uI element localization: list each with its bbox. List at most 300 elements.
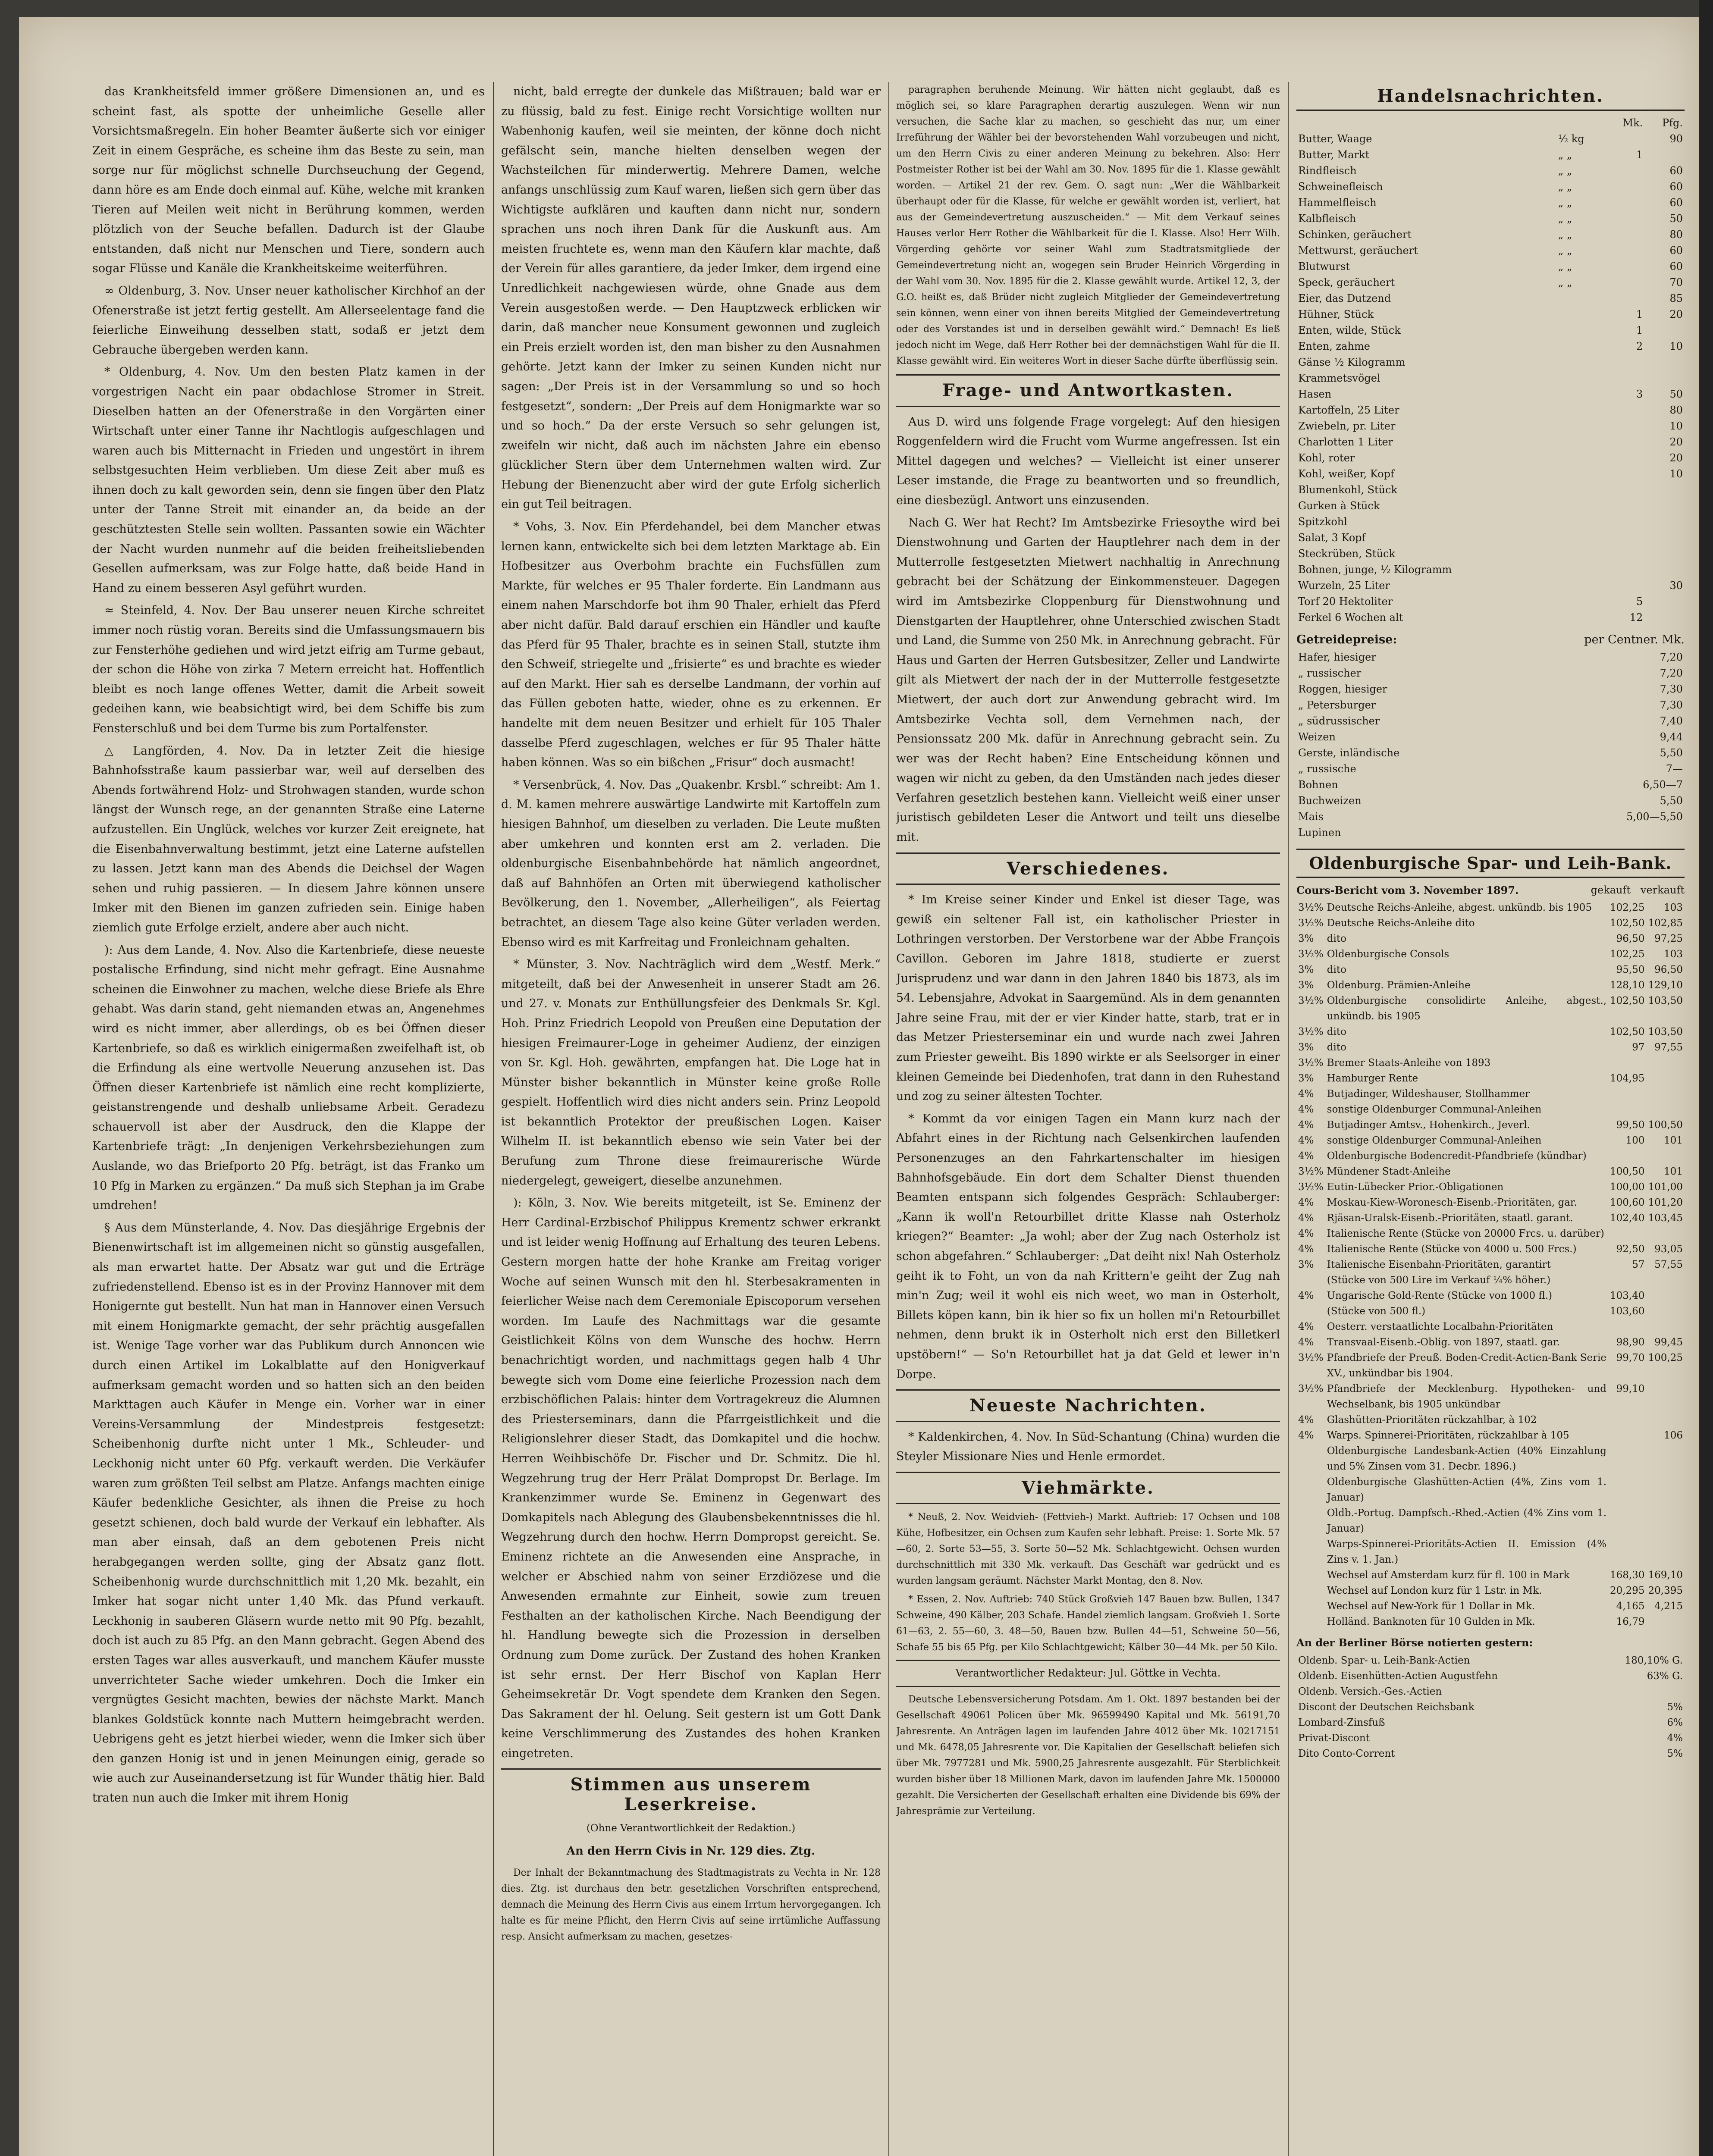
bank-row-cell [1647, 1474, 1685, 1505]
bank-row-cell: 3½% [1298, 995, 1324, 1007]
grain-row [1296, 681, 1685, 697]
editor-line: Verantwortlicher Redakteur: Jul. Göttke in Vechta. [896, 1660, 1280, 1687]
bank-row-cell: 4% [1298, 1430, 1314, 1442]
trade-row-cell [1606, 163, 1645, 179]
bank-row-cell: (Stücke von 500 Lire im Verkauf ¼% höher.) [1327, 1275, 1551, 1286]
bank-row-cell: 92,50 [1616, 1244, 1645, 1255]
bank-row-cell [1608, 1102, 1646, 1117]
article-text: das Krankheitsfeld immer größere Dimensionen an, und es scheint fast, als spotte der unheimliche Geselle aller Vorsichtsmaßregeln. Ein hoher Beamter äußerte sich vor einiger Zeit in einem Gespräche, es scheine ihm das Beste zu sein, man sorge nur für möglichst schnelle Durchseuchung der Gegend, dann höre es am Ende doch einmal auf. Kühe, welche mit kranken Tieren auf Meilen weit nicht in Berührung kommen, werden plötzlich von der Seuche befallen. Dadurch ist der Glaube entstanden, daß nicht nur Menschen und Tiere, sondern auch sogar Flüsse und Kanäle die Krankheitskeime weiterführen. [92, 85, 485, 276]
bank-row-cell: 169,10 [1648, 1570, 1683, 1581]
bank-row-cell [1647, 1226, 1685, 1241]
bank-row-cell [1647, 1412, 1685, 1428]
section-heading: Viehmärkte. [1022, 1477, 1155, 1498]
bank-row-cell: 4% [1298, 1197, 1314, 1209]
bank-row [1296, 993, 1685, 1024]
trade-row-cell: Hasen [1298, 388, 1332, 400]
trade-row-cell [1556, 418, 1606, 434]
bank-row-cell [1647, 1102, 1685, 1117]
trade-row [1296, 498, 1685, 514]
bank-row-cell [1608, 1226, 1646, 1241]
grain-row-cell: 9,44 [1660, 731, 1683, 743]
section-rule [896, 884, 1280, 885]
bank-row-cell: 3½% [1298, 1352, 1324, 1364]
bank-row-cell: 103,60 [1610, 1306, 1645, 1317]
bank-row-cell: Mündener Stadt-Anleihe [1327, 1166, 1451, 1178]
trade-row-cell: Zwiebeln, pr. Liter [1298, 420, 1396, 432]
trade-row [1296, 370, 1685, 386]
bank-row-cell: Hamburger Rente [1327, 1073, 1418, 1084]
bank-row-cell: Oldenburgische Bodencredit-Pfandbriefe (kündbar) [1327, 1150, 1587, 1162]
bank-row-cell: 100 [1625, 1135, 1645, 1147]
grain-row [1296, 713, 1685, 729]
bank-row-cell: 102,85 [1648, 918, 1683, 929]
berlin-row-cell: 180,10% G. [1625, 1655, 1683, 1666]
bank-row-cell: Butjadinger, Wildeshauser, Stollhammer [1327, 1088, 1530, 1100]
trade-row-cell [1606, 195, 1645, 211]
bank-row-cell [1608, 1055, 1646, 1071]
trade-row-cell [1606, 498, 1645, 514]
bank-row-cell: Oldenburgische Consols [1327, 949, 1449, 960]
section-heading: Verschiedenes. [1007, 858, 1170, 879]
grain-header [1296, 630, 1685, 650]
bank-row-cell: 96,50 [1654, 964, 1683, 976]
bank-row-cell: Butjadinger Amtsv., Hohenkirch., Jeverl. [1327, 1119, 1530, 1131]
bank-row-cell: 57 [1632, 1259, 1645, 1271]
bank-row-cell: 103,50 [1648, 995, 1683, 1007]
trade-row-cell [1556, 307, 1606, 323]
trade-row-cell: „ „ [1558, 148, 1572, 161]
trade-row [1296, 179, 1685, 195]
bank-row [1296, 1024, 1685, 1040]
trade-row-cell [1606, 259, 1645, 275]
column-2 [501, 82, 881, 2156]
market-item: * Essen, 2. Nov. Auftrieb: 740 Stück Großvieh 147 Bauen bzw. Bullen, 1347 Schweine, 490 Kälber, 203 Schafe. Handel ziemlich langsam. Großvieh 1. Sorte 61—63, 2. 55—60, 3. 48—50, Bauen bzw. Bullen 44—51, Schweine 50—56, Schafe 55 bis 65 Pfg. per Kilo Schlachtgewicht; Kälber 30—44 Mk. per 50 Kilo. [896, 1594, 1280, 1653]
section-heading: Stimmen aus unserem Leserkreise. [570, 1774, 812, 1815]
trade-row-cell: 10 [1669, 420, 1683, 432]
bank-row-cell: 16,79 [1616, 1616, 1645, 1628]
trade-row-cell [1556, 562, 1606, 578]
trade-row-cell: Hühner, Stück [1298, 308, 1374, 320]
bank-row-cell: 3½% [1298, 902, 1324, 914]
trade-row-cell [1606, 354, 1645, 370]
trade-row-cell: 12 [1629, 611, 1643, 624]
bank-row-cell: 102,50 [1610, 918, 1645, 929]
bank-row [1296, 1133, 1685, 1148]
berlin-row [1296, 1668, 1685, 1684]
bank-row-cell: Deutsche Reichs-Anleihe dito [1327, 918, 1475, 929]
trade-row [1296, 243, 1685, 259]
faq-item: Nach G. Wer hat Recht? Im Amtsbezirke Friesoythe wird bei Dienstwohnung und Garten der Hauptlehrer nach dem in der Mutterrolle festgesetzten Mietwert nachhaltig in Anrechnung gebracht bei der Schätzung der Einkommensteuer. Dagegen wird im Amtsbezirke Cloppenburg für Dienstwohnung und Dienstgarten der Hauptlehrer, ohne Unterschied zwischen Stadt und Land, die Summe von 250 Mk. in Anrechnung gebracht. Für Haus und Garten der Herren Gutsbesitzer, Zeller und Landwirte gilt als Mietwert der nach der in der Mutterrolle festgesetzte Mietwert, der auch dort zur Anwendung gebracht wird. Im Amtsbezirke Vechta soll, dem Vernehmen nach, der Pensionssatz 200 Mk. dafür in Anrechnung gebracht sein. Zu wer was der Recht haben? Eine Entscheidung können und wagen wir nicht zu geben, da den Umständen nach jedes dieser Verfahren gesetzlich bestehen kann. Vielleicht weiß einer unser juristisch gebildeten Leser die Antwort und teilt uns dieselbe mit. [896, 516, 1280, 844]
bank-row [1296, 900, 1685, 915]
trade-row-cell [1644, 594, 1685, 610]
bank-row [1296, 1210, 1685, 1226]
trade-row-cell: Salat, 3 Kopf [1298, 531, 1366, 544]
trade-row [1296, 275, 1685, 291]
bank-row-cell [1647, 1272, 1685, 1288]
bank-row-cell [1647, 1071, 1685, 1086]
bank-row-cell: 3½% [1298, 1181, 1324, 1193]
trade-row-cell [1556, 594, 1606, 610]
trade-row-cell: „ „ [1558, 212, 1572, 225]
article-text: * Versenbrück, 4. Nov. Das „Quakenbr. Krsbl.“ schreibt: Am 1. d. M. kamen mehrere auswärtige Landwirte mit Kartoffeln zum hiesigen Bahnhof, um dieselben zu verladen. Die Leute mußten aber umkehren und konnten erst am 2. verladen. Die oldenburgische Eisenbahnbehörde hat nämlich angeordnet, daß auf Bahnhöfen an Orten mit überwiegend katholischer Bevölkerung, den 1. November, „Allerheiligen“, als Feiertag betrachtet, an diesem Tage also keine Güter verladen werden. Ebenso wird es mit Karfreitag und Fronleichnam gehalten. [501, 778, 881, 949]
grain-row [1296, 649, 1685, 665]
grain-heading: Getreidepreise: [1296, 633, 1397, 646]
trade-row [1296, 323, 1685, 338]
column-divider [1288, 82, 1289, 2156]
grain-row-cell: Hafer, hiesiger [1298, 651, 1376, 664]
bank-row-cell: 3% [1298, 1259, 1314, 1271]
section-rule [896, 1389, 1280, 1391]
trade-row [1296, 291, 1685, 307]
bank-row-cell: Oldenburgische Landesbank-Actien (40% Einzahlung und 5% Zinsen vom 31. Decbr. 1896.) [1327, 1445, 1607, 1473]
trade-row-cell: 60 [1669, 196, 1683, 209]
grain-table [1296, 649, 1685, 841]
trade-row-cell [1644, 514, 1685, 530]
trade-row-cell: Charlotten 1 Liter [1298, 436, 1393, 448]
bank-row-cell [1647, 1148, 1685, 1164]
section-rule [896, 1472, 1280, 1473]
trade-row-cell: Torf 20 Hektoliter [1298, 595, 1393, 608]
bank-row-cell [1647, 1304, 1685, 1319]
bank-row [1296, 946, 1685, 962]
bank-row-cell [1296, 1614, 1325, 1630]
bank-row [1296, 1288, 1685, 1304]
trade-row [1296, 546, 1685, 562]
trade-row-cell [1606, 402, 1645, 418]
column-divider [493, 82, 494, 2156]
bank-row [1296, 1583, 1685, 1598]
bank-row-cell: Deutsche Reichs-Anleihe, abgest. unkündb. bis 1905 [1327, 902, 1592, 914]
bank-row-cell: 97,55 [1654, 1042, 1683, 1053]
berlin-row-cell: 63% G. [1647, 1670, 1683, 1682]
article-text: ): Köln, 3. Nov. Wie bereits mitgeteilt, ist Se. Eminenz der Herr Cardinal-Erzbischof Philippus Krementz schwer erkrankt und ist leider wenig Hoffnung auf Erhaltung des teuren Lebens. Gestern morgen hatte der hohe Kranke am Freitag voriger Woche auf seinen Wunsch mit den hl. Sterbesakramenten in feierlicher Weise nach dem Ceremoniale Episcoporum versehen worden. Im Laufe des Nachmittags war die gesamte Geistlichkeit Kölns von dem Wunsche des hochw. Herrn benachrichtigt worden, und nachmittags gegen halb 4 Uhr bewegte sich vom Dome eine feierliche Prozession nach dem erzbischöflichen Palais: hinter dem Vortragekreuz die Alumnen des Priesterseminars, dann die Pfarrgeistlichkeit und die Religionslehrer dieser Stadt, das Domkapitel und die hochw. Herren Weihbischöfe Dr. Fischer und Dr. Schmitz. Die hl. Wegzehrung trug der Herr Prälat Dompropst Dr. Berlage. Im Krankenzimmer wurde Se. Eminenz in Gegenwart des Domkapitels nach Ablegung des Glaubensbekenntnisses die hl. Wegzehrung durch den hochw. Herrn Dompropst gereicht. Se. Eminenz richtete an die Anwesenden eine Ansprache, in welcher er Abschied nahm von seiner Erzdiözese und die Anwesenden ermahnte zur Einheit, sowie zum treuen Festhalten an der katholischen Kirche. Nach Beendigung der hl. Handlung bewegte sich die Prozession in derselben Ordnung zum Dome zurück. Der Zustand des hohen Kranken ist sehr ernst. Der Herr Bischof von Kaplan Herr Geheimsekretär Dr. Vogt spendete dem Kranken den Segen. Das Sakrament der hl. Oelung. Seit gestern ist um Gott Dank keine Verschlimmerung des Zustandes des hohen Kranken eingetreten. [501, 1196, 881, 1760]
bank-row-cell: 100,00 [1610, 1181, 1645, 1193]
article-text: ≈ Steinfeld, 4. Nov. Der Bau unserer neuen Kirche schreitet immer noch rüstig voran. Bereits sind die Umfassungsmauern bis zur Fensterhöhe gediehen und wird jetzt eifrig am Turme gebaut, der schon die Höhe von zirka 7 Metern erreicht hat. Hoffentlich bleibt es noch lange offenes Wetter, damit die Arbeit soweit gedeihen kann, wie beabsichtigt wird, bei dem Schiffe bis zum Fensterschluß und bei dem Turme bis zum Portalfenster. [92, 604, 485, 735]
trade-row-cell: Kalbfleisch [1298, 212, 1356, 225]
bank-row-cell [1647, 1288, 1685, 1304]
bank-row-cell [1608, 1319, 1646, 1335]
trade-row-cell: Kartoffeln, 25 Liter [1298, 404, 1399, 416]
bank-row-cell: 99,50 [1616, 1119, 1645, 1131]
berlin-row-cell: 5% [1667, 1701, 1683, 1713]
trade-row-cell: Kohl, roter [1298, 451, 1355, 464]
bank-row-cell: 4% [1298, 1104, 1314, 1116]
trade-row-cell: „ „ [1558, 244, 1572, 257]
column-3 [896, 82, 1280, 2156]
trade-row-cell: Rindfleisch [1298, 164, 1357, 177]
bank-row-cell: 97 [1632, 1042, 1645, 1053]
trade-row [1296, 195, 1685, 211]
bank-row-cell: 99,70 [1616, 1352, 1645, 1364]
bank-row-cell: (Stücke von 500 fl.) [1327, 1306, 1426, 1317]
trade-row [1296, 307, 1685, 323]
trade-row-cell: 1 [1636, 308, 1643, 320]
trade-row-cell [1606, 466, 1645, 482]
section-rule [896, 374, 1280, 376]
bank-row [1296, 1086, 1685, 1102]
bank-row-cell: 3½% [1298, 918, 1324, 929]
bank-row-cell: 129,10 [1648, 980, 1683, 991]
trade-row [1296, 338, 1685, 354]
trade-row [1296, 610, 1685, 626]
bank-row-cell: dito [1327, 933, 1346, 945]
trade-row-cell: 10 [1669, 340, 1683, 352]
grain-row-cell: 7,20 [1660, 667, 1683, 680]
trade-row-cell [1556, 610, 1606, 626]
column-1 [92, 82, 485, 2156]
bank-row-cell [1608, 1443, 1646, 1474]
berlin-row [1296, 1653, 1685, 1668]
newspaper-page [19, 17, 1699, 2156]
grain-row-cell: Bohnen [1298, 779, 1338, 791]
bank-row-cell: Eutin-Lübecker Prior.-Obligationen [1327, 1181, 1504, 1193]
bank-row-cell: Rjäsan-Uralsk-Eisenb.-Prioritäten, staatl. garant. [1327, 1213, 1573, 1224]
trade-row-cell: „ „ [1558, 196, 1572, 209]
trade-row [1296, 131, 1685, 147]
bank-row-cell: Italienische Eisenbahn-Prioritäten, garantirt [1327, 1259, 1551, 1271]
bank-row [1296, 1474, 1685, 1505]
bank-row-cell: 100,50 [1648, 1119, 1683, 1131]
trade-row-cell: Bohnen, junge, ½ Kilogramm [1298, 563, 1452, 576]
trade-row [1296, 211, 1685, 227]
bank-row-cell [1296, 1443, 1325, 1474]
bank-row-cell: 4% [1298, 1135, 1314, 1147]
berlin-table [1296, 1653, 1685, 1761]
trade-row-cell: 80 [1669, 228, 1683, 241]
bank-row-cell: Transvaal-Eisenb.-Oblig. von 1897, staatl. gar. [1327, 1337, 1560, 1348]
trade-row-cell: Eier, das Dutzend [1298, 292, 1391, 304]
grain-row-cell: „ russischer [1298, 667, 1362, 680]
bank-row-cell: Oldenburgische consolidirte Anleihe, abgest., unkündb. bis 1905 [1327, 995, 1607, 1022]
section-rule [501, 1768, 881, 1770]
berlin-row-cell: 4% [1667, 1732, 1683, 1744]
section-heading: Handelsnachrichten. [1296, 86, 1685, 111]
bank-row-cell [1647, 1536, 1685, 1567]
bank-row-cell [1608, 1412, 1646, 1428]
trade-row [1296, 227, 1685, 243]
bank-row-cell: sonstige Oldenburger Communal-Anleihen [1327, 1135, 1542, 1147]
trade-row [1296, 562, 1685, 578]
grain-row [1296, 825, 1685, 841]
trade-row-cell [1644, 530, 1685, 546]
trade-row-cell: 30 [1669, 579, 1683, 592]
bank-row [1296, 1319, 1685, 1335]
trade-row-cell [1556, 354, 1606, 370]
bank-row-cell: Oldenburg. Prämien-Anleihe [1327, 980, 1471, 991]
berlin-row-cell: Oldenb. Eisenhütten-Actien Augustfehn [1298, 1670, 1498, 1682]
bank-row-cell: 3% [1298, 1073, 1314, 1084]
berlin-row [1296, 1715, 1685, 1730]
grain-row-cell: Mais [1298, 811, 1324, 823]
bank-row-cell: 95,50 [1616, 964, 1645, 976]
bank-row-cell: 3½% [1298, 1166, 1324, 1178]
article-text: * Oldenburg, 4. Nov. Um den besten Platz kamen in der vorgestrigen Nacht ein paar obdachlose Stromer in Streit. Dieselben hatten an der Ofenerstraße in den Vorgärten einer Wirtschaft unter einer Tanne ihr Nachtlogis aufgeschlagen und waren auch bis Mitternacht in Frieden und ungestört in ihrem selbstgesuchten Heim verblieben. Um diese Zeit aber muß es ihnen doch zu kalt geworden sein, denn sie fingen über den Platz unter der Tanne Streit mit einander an, da beide an der geschütztesten Stelle sein wollten. Passanten sowie ein Wächter der Nacht wurden nunmehr auf die beiden freiheitsliebenden Gesellen aufmerksam, was zur Folge hatte, daß beide Hand in Hand zu einem besseren Asyl geführt wurden. [92, 365, 485, 595]
berlin-row-cell [1594, 1684, 1685, 1699]
trade-row-cell [1644, 562, 1685, 578]
section-heading: Neueste Nachrichten. [969, 1395, 1207, 1416]
trade-row [1296, 354, 1685, 370]
bank-row [1296, 1148, 1685, 1164]
trade-row [1296, 578, 1685, 594]
bank-row-cell: 106 [1664, 1430, 1683, 1442]
article-text: § Aus dem Münsterlande, 4. Nov. Das diesjährige Ergebnis der Bienenwirtschaft ist im allgemeinen nicht so günstig ausgefallen, als man erwartet hatte. Der Absatz war gut und die Erträge zufriedenstellend. Ebenso ist es in der Provinz Hannover mit dem Honigernte gut bestellt. Nun hat man in Hannover einen Versuch mit einem Honigmarkte gemacht, der sehr prächtig ausgefallen ist. Wenige Tage vorher war das Publikum durch Annoncen wie durch einen Artikel im Lokalblatte auf den Honigverkauf aufmerksam gemacht worden und so hatten sich an den beiden Markttagen auch Käufer in Menge ein. Vorher war in einer Vereins-Versammlung der Mindestpreis festgesetzt: Scheibenhonig durfte nicht unter 1 Mk., Schleuder- und Leckhonig nicht unter 60 Pfg. verkauft werden. Die Verkäufer waren zum größten Teil selbst am Platze. Anfangs machten einige Käufer bedenkliche Gesichter, als ihnen die Preise zu hoch gesetzt schienen, doch bald wurde der Verkauf ein lebhafter. Als man aber einsah, daß an dem gebotenen Preis nicht herabgegangen werden sollte, ging der Absatz ganz flott. Scheibenhonig wurde durchschnittlich mit 1,20 Mk. bezahlt, ein Imker hat sogar nicht unter 1,40 Mk. das Pfund verkauft. Leckhonig in sauberen Gläsern wurde netto mit 90 Pfg. bezahlt, doch ist auch zu 85 Pfg. an den Mann gebracht. Gegen Abend des ersten Tages war alles ausverkauft, und manchem Käufer musste unverrichteter Sache wieder umkehren. Doch die Imker ein vergnügtes Gesicht machten, bewies der nächste Markt. Manch blankes Goldstück konnte nach Muttern heimgebracht werden. Uebrigens geht es jetzt hierbei wieder, wenn die Imker sich über den ganzen Honig ist und in jenen Meinungen einig, gerade so wie auch zur Auseinandersetzung ist für Wunder thätig hier. Bald traten nun auch die Imker mit ihrem Honig [92, 1221, 485, 1805]
berlin-heading: An der Berliner Börse notierten gestern: [1296, 1636, 1533, 1649]
bank-row [1296, 1257, 1685, 1272]
misc-item: * Im Kreise seiner Kinder und Enkel ist dieser Tage, was gewiß ein seltener Fall ist, ein katholischer Priester in Lothringen verstorben. Der Verstorbene war der Abbe François Cavillon. Geboren im Jahre 1818, studierte er zuerst Jurisprudenz und war dann in den Jahren 1840 bis 1873, als im 54. Lebensjahre, Advokat in Saargemünd. Als in dem genannten Jahre seine Frau, mit der er vier Kinder hatte, starb, trat er in das Metzer Priesterseminar ein und wurde nach zwei Jahren zum Priester geweiht. Bis 1890 wirkte er als Seelsorger in einer kleinen Gemeinde bei Diedenhofen, trat dann in den Ruhestand und zog zu seiner ältesten Tochter. [896, 893, 1280, 1103]
bank-row [1296, 1164, 1685, 1179]
bank-row-cell: 96,50 [1616, 933, 1645, 945]
bank-row-cell [1608, 1272, 1646, 1288]
trade-row-cell [1556, 402, 1606, 418]
berlin-row-cell: 6% [1667, 1717, 1683, 1728]
bank-row [1296, 1505, 1685, 1536]
bank-row-cell [1647, 1086, 1685, 1102]
bank-row-cell: 103,40 [1610, 1290, 1645, 1302]
trade-row-cell [1644, 546, 1685, 562]
grain-row-cell: 5,50 [1660, 747, 1683, 759]
berlin-row [1296, 1684, 1685, 1699]
bank-row-cell: 101 [1664, 1135, 1683, 1147]
trade-table [1296, 115, 1685, 626]
trade-row [1296, 259, 1685, 275]
bank-row-cell: 103,45 [1648, 1213, 1683, 1224]
berlin-row-cell: Oldenb. Spar- u. Leih-Bank-Actien [1298, 1655, 1470, 1666]
trade-row-cell: „ „ [1558, 164, 1572, 177]
trade-row-cell [1556, 482, 1606, 498]
bank-row-cell [1296, 1536, 1325, 1567]
bank-row-cell: 3% [1298, 964, 1314, 976]
trade-row-cell: Speck, geräuchert [1298, 276, 1395, 288]
trade-row-cell: „ „ [1558, 276, 1572, 288]
trade-row-cell [1644, 370, 1685, 386]
grain-row-cell: 6,50—7 [1643, 779, 1683, 791]
trade-row-cell: 20 [1669, 436, 1683, 448]
trade-row-cell: Gurken à Stück [1298, 499, 1380, 512]
trade-row-cell: 90 [1669, 132, 1683, 145]
grain-row-cell: 7,20 [1660, 651, 1683, 664]
trade-row-cell: „ „ [1558, 260, 1572, 273]
trade-row-cell [1606, 418, 1645, 434]
trade-row [1296, 163, 1685, 179]
grain-row [1296, 809, 1685, 825]
bank-row-cell: 3½% [1298, 1026, 1324, 1038]
faq-item: Aus D. wird uns folgende Frage vorgelegt: Auf den hiesigen Roggenfeldern wird die Frucht vom Wurme angefressen. Ist ein Mittel dagegen und welches? — Vielleicht ist einer unserer Leser imstande, die Frage zu beantworten und so freundlich, eine diesbezügl. Antwort uns einzusenden. [896, 415, 1280, 507]
trade-row-cell [1556, 498, 1606, 514]
bank-row-cell: 102,25 [1610, 949, 1645, 960]
trade-row-cell: Schweinefleisch [1298, 180, 1383, 193]
trade-row-cell [1556, 338, 1606, 354]
bank-sub: Cours-Bericht vom 3. November 1897. [1296, 884, 1519, 896]
bank-row-cell: 100,60 [1610, 1197, 1645, 1209]
trade-row-cell: Hammelfleisch [1298, 196, 1377, 209]
bank-row [1296, 1055, 1685, 1071]
trade-row [1296, 530, 1685, 546]
bank-row-cell: dito [1327, 964, 1346, 976]
trade-row-cell: 80 [1669, 404, 1683, 416]
bank-row-cell: Wechsel auf New-York für 1 Dollar in Mk. [1327, 1601, 1535, 1612]
trade-row-cell [1606, 434, 1645, 450]
bank-row-cell: dito [1327, 1026, 1346, 1038]
bank-row-cell: 128,10 [1610, 980, 1645, 991]
trade-row-cell: 60 [1669, 244, 1683, 257]
bank-row-cell [1296, 1474, 1325, 1505]
berlin-row-cell: Oldenb. Versich.-Ges.-Actien [1298, 1686, 1442, 1697]
bank-row [1296, 1443, 1685, 1474]
bank-row-cell [1647, 1055, 1685, 1071]
bank-row [1296, 1381, 1685, 1412]
bank-row-cell: 102,40 [1610, 1213, 1645, 1224]
bank-row-cell: 100,50 [1610, 1166, 1645, 1178]
trade-row-cell [1606, 275, 1645, 291]
trade-row-cell: Kohl, weißer, Kopf [1298, 467, 1394, 480]
trade-row-cell [1556, 386, 1606, 402]
bank-row-cell: 4% [1298, 1290, 1314, 1302]
grain-row-cell: Roggen, hiesiger [1298, 683, 1387, 696]
bank-row [1296, 1536, 1685, 1567]
bank-row [1296, 1304, 1685, 1319]
unit-header: Mk. [1622, 116, 1643, 129]
bank-row-cell: 100,25 [1648, 1352, 1683, 1364]
bank-row-cell [1608, 1148, 1646, 1164]
trade-row-cell [1556, 291, 1606, 307]
trade-row-cell: Krammetsvögel [1298, 372, 1380, 384]
bank-heading: Oldenburgische Spar- und Leih-Bank. [1296, 849, 1685, 878]
bank-row-cell: Oldb.-Portug. Dampfsch.-Rhed.-Actien (4% Zins vom 1. Januar) [1327, 1507, 1607, 1535]
trade-row-cell [1644, 323, 1685, 338]
bank-row-cell: 97,25 [1654, 933, 1683, 945]
grain-row [1296, 665, 1685, 681]
trade-row [1296, 147, 1685, 163]
bank-row-cell [1608, 1086, 1646, 1102]
scan-edge [1699, 0, 1713, 2156]
bank-row-cell: Italienische Rente (Stücke von 4000 u. 500 Frcs.) [1327, 1244, 1577, 1255]
grain-row [1296, 777, 1685, 793]
bank-row-cell: 101,00 [1648, 1181, 1683, 1193]
bank-row-cell: 4% [1298, 1150, 1314, 1162]
misc-item: * Kommt da vor einigen Tagen ein Mann kurz nach der Abfahrt eines in der Richtung nach Gelsenkirchen laufenden Personenzuges an den Fahrkartenschalter im hiesigen Bahnhofsgebäude. Ein dort dem Schalter Dienst thuenden Beamten entspann sich folgendes Gespräch: Schlauberger: „Kann ik woll'n Retourbillet dritte Klasse nah Osterholz kriegen?“ Beamter: „Ja wohl; aber der Zug nach Osterholz ist schon abgefahren.“ Schlauberger: „Dat deiht nix! Nah Osterholz geiht ik to Foht, un von da nah Krittern'e geiht der Zug nah min'n Zug; weil it wohl eis nich weet, wo man in Osterholt, Billets köpen kann, bin ik hier so fix un hollen mi'n Retourbillet nehmen, denn brukt ik in Osterholt nich erst den Billetkerl upstöbern!“ — So'n Retourbillet hat ja dat Geld et lewer in'n Dorpe. [896, 1112, 1280, 1381]
bank-row-cell: 101 [1664, 1166, 1683, 1178]
bank-row [1296, 1102, 1685, 1117]
grain-row-cell: 7— [1666, 763, 1683, 775]
bank-row-cell: Oesterr. verstaatlichte Localbahn-Prioritäten [1327, 1321, 1553, 1333]
article-text: * Vohs, 3. Nov. Ein Pferdehandel, bei dem Mancher etwas lernen kann, entwickelte sich bei dem letzten Marktage ab. Ein Hofbesitzer aus Overbohm brachte ein Fuchsfüllen zum Markte, für welches er 95 Thaler forderte. Ein Landmann aus einem nahen Marschdorfe bot ihm 90 Thaler, erhielt das Pferd aber nicht dafür. Bald darauf erschien ein Händler und kaufte das Pferd für 95 Thaler, brachte es in seinen Stall, stutzte ihm den Schweif, striegelte und „frisierte“ es und brachte es wieder auf den Markt. Hier sah es derselbe Landmann, der vorhin auf das Füllen geboten hatte, wieder, ohne es zu erkennen. Er handelte mit dem neuen Besitzer und erhielt für 105 Thaler dasselbe Pferd zugeschlagen, welches er für 95 Thaler hätte haben können. Was so ein bißchen „Frisur“ doch ausmacht! [501, 520, 881, 770]
trade-row-cell [1606, 211, 1645, 227]
bank-row-cell: 4% [1298, 1244, 1314, 1255]
bank-row [1296, 1195, 1685, 1210]
trade-row-cell: Spitzkohl [1298, 515, 1347, 528]
bank-row-cell: 3½% [1298, 1383, 1324, 1395]
bank-row-cell [1647, 1505, 1685, 1536]
grain-row-cell: 7,30 [1660, 699, 1683, 711]
trade-row-cell: 85 [1669, 292, 1683, 304]
bank-row [1296, 1412, 1685, 1428]
bank-row-cell: Pfandbriefe der Preuß. Boden-Credit-Actien-Bank Serie XV., unkündbar bis 1904. [1327, 1352, 1607, 1379]
bank-row [1296, 1428, 1685, 1443]
trade-row-cell [1556, 530, 1606, 546]
column-4 [1296, 82, 1685, 2156]
article-text: ): Aus dem Lande, 4. Nov. Also die Kartenbriefe, diese neueste postalische Erfindung, sind nicht mehr gefragt. Eine Ausnahme scheinen die Einwohner zu machen, welche diese Briefe als Ehre gehabt. Was darin stand, geht niemanden etwas an, Angenehmes wird es nicht immer, aber allerdings, ob es bei Öffnen dieser Kartenbriefe, so daß es wirklich einigermaßen zweifelhaft ist, ob die Erfindung als eine wertvolle Neuerung anzusehen ist. Das Öffnen dieser Kartenbriefe ist nämlich eine recht komplizierte, geistanstrengende und deshalb unliebsame Arbeit. Geradezu schauervoll ist aber der Ausdruck, den die Klappe der Kartenbriefe trägt: „In denjenigen Verkehrsbeziehungen zum Auslande, wo das Briefporto 20 Pfg. beträgt, ist das Franko um 10 Pfg in Marken zu ergänzen.“ Da muß sich Stephan ja im Grabe umdrehen! [92, 943, 485, 1213]
bank-row-cell: 4% [1298, 1119, 1314, 1131]
berlin-row-cell: Lombard-Zinsfuß [1298, 1717, 1385, 1728]
bank-row-cell [1608, 1474, 1646, 1505]
bank-row-cell: Ungarische Gold-Rente (Stücke von 1000 fl.) [1327, 1290, 1553, 1302]
grain-row [1296, 697, 1685, 713]
trade-row-cell: 70 [1669, 276, 1683, 288]
bank-row-cell: 20,295 [1610, 1585, 1645, 1597]
trade-row-cell: Ferkel 6 Wochen alt [1298, 611, 1403, 624]
trade-row-cell [1644, 498, 1685, 514]
trade-row-cell: Mettwurst, geräuchert [1298, 244, 1418, 257]
